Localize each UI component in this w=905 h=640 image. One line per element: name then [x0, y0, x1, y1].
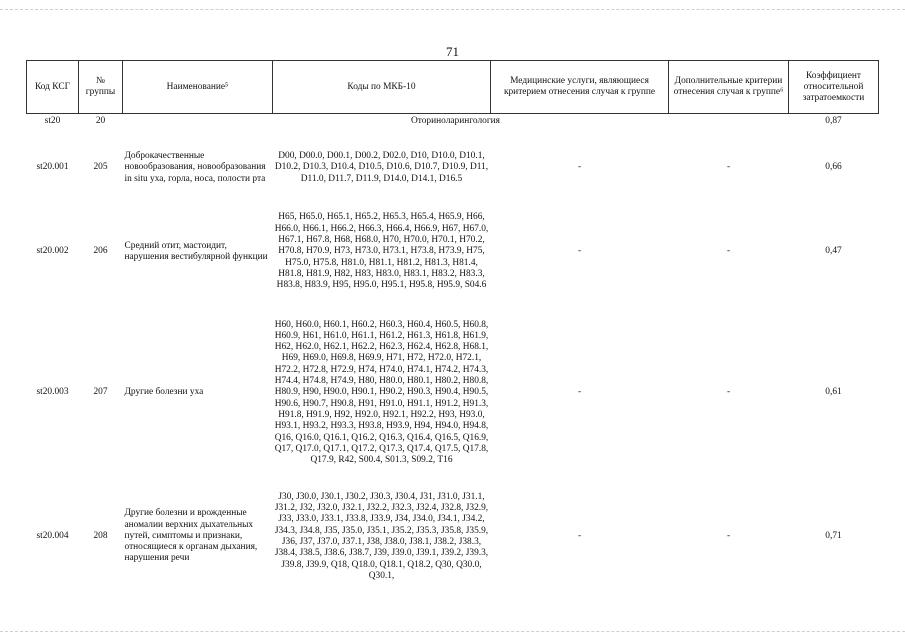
header-group: № группы	[79, 61, 123, 114]
header-services: Медицинские услуги, являющиеся критерием отнесения случая к группе	[491, 61, 669, 114]
table-row	[27, 489, 879, 584]
row-group: 205	[93, 162, 108, 173]
table-row	[27, 207, 879, 297]
row-additional: -	[726, 387, 731, 398]
row-mkb-codes: H65, H65.0, H65.1, H65.2, H65.3, H65.4, H65.9, H66, H66.0, H66.1, H66.2, H66.3, H66.4, H66.9, H67, H67.0, H67.1, H67.8, H68, H68.0, H70, H70.0, H70.1, H70.2, H70.8, H70.9, H73, H73.0, H73.1, H73.8, H73.9, H75, H75.0, H75.8, H81.0, H81.1, H81.2, H81.3, H81.4, H81.8, H81.9, H82, H83, H83.0, H83.1, H83.2, H83.3, H83.8, H83.9, H95, H95.0, H95.1, H95.8, H95.9, S04.6	[274, 212, 489, 291]
row-name: Средний отит, мастоидит, нарушения вестибулярной функции	[124, 240, 268, 262]
scan-bottom-line	[0, 631, 905, 632]
row-coef: 0,61	[825, 387, 842, 398]
row-code: st20.001	[36, 162, 69, 173]
row-services: -	[577, 162, 582, 173]
row-code: st20.003	[36, 387, 69, 398]
page-number: 71	[446, 44, 459, 59]
row-coef: 0,47	[825, 246, 842, 257]
profile-coef: 0,87	[825, 115, 842, 126]
profile-group: 20	[95, 115, 106, 126]
row-additional: -	[726, 530, 731, 541]
profile-title: Оториноларингология	[411, 115, 500, 126]
row-coef: 0,71	[825, 530, 842, 541]
row-services: -	[577, 530, 582, 541]
header-mkb: Коды по МКБ-10	[273, 61, 491, 114]
profile-code: st20	[44, 115, 61, 126]
row-coef: 0,66	[825, 162, 842, 173]
row-group: 207	[93, 387, 108, 398]
header-coef: Коэффициент относительной затратоемкости	[789, 61, 879, 114]
row-group: 208	[93, 530, 108, 541]
row-code: st20.002	[36, 246, 69, 257]
row-name: Доброкачественные новообразования, новообразования in situ уха, горла, носа, полости рта	[124, 151, 266, 184]
header-code: Код КСГ	[27, 61, 79, 114]
row-mkb-codes: H60, H60.0, H60.1, H60.2, H60.3, H60.4, H60.5, H60.8, H60.9, H61, H61.0, H61.1, H61.2, H61.3, H61.8, H61.9, H62, H62.0, H62.1, H62.2, H62.3, H62.4, H62.8, H68.1, H69, H69.0, H69.8, H69.9, H71, H72, H72.0, H72.1, H72.2, H72.8, H72.9, H74, H74.0, H74.1, H74.2, H74.3, H74.4, H74.8, H74.9, H80, H80.0, H80.1, H80.2, H80.8, H80.9, H90, H90.0, H90.1, H90.2, H90.3, H90.4, H90.5, H90.6, H90.7, H90.8, H91, H91.0, H91.1, H91.2, H91.3, H91.8, H91.9, H92, H92.0, H92.1, H92.2, H93, H93.0, H93.1, H93.2, H93.3, H93.8, H93.9, H94, H94.0, H94.8, Q16, Q16.0, Q16.1, Q16.2, Q16.3, Q16.4, Q16.5, Q16.9, Q17, Q17.0, Q17.1, Q17.2, Q17.3, Q17.4, Q17.5, Q17.8, Q17.9, R42, S00.4, S01.3, S09.2, T16	[274, 319, 489, 466]
profile-row	[27, 114, 879, 130]
row-name: Другие болезни и врожденные аномалии верхних дыхательных путей, симптомы и признаки, относящиеся к органам дыхания, нарушения речи	[124, 508, 258, 564]
header-name: Наименование⁵	[123, 61, 273, 114]
row-additional: -	[726, 246, 731, 257]
row-mkb-codes: J30, J30.0, J30.1, J30.2, J30.3, J30.4, J31, J31.0, J31.1, J31.2, J32, J32.0, J32.1, J32.2, J32.3, J32.4, J32.8, J32.9, J33, J33.0, J33.1, J33.8, J33.9, J34, J34.0, J34.1, J34.2, J34.3, J34.8, J35, J35.0, J35.1, J35.2, J35.3, J35.8, J35.9, J36, J37, J37.0, J37.1, J38, J38.0, J38.1, J38.2, J38.3, J38.4, J38.5, J38.6, J38.7, J39, J39.0, J39.1, J39.2, J39.3, J39.8, J39.9, Q18, Q18.0, Q18.1, Q18.2, Q30, Q30.0, Q30.1,	[274, 491, 489, 581]
header-additional: Дополнительные критерии отнесения случая к группе⁶	[669, 61, 789, 114]
row-additional: -	[726, 162, 731, 173]
scan-top-line	[0, 9, 905, 10]
table-row	[27, 129, 879, 207]
table-header-row	[27, 61, 879, 114]
table-row	[27, 297, 879, 489]
row-mkb-codes: D00, D00.0, D00.1, D00.2, D02.0, D10, D10.0, D10.1, D10.2, D10.3, D10.4, D10.5, D10.6, D10.7, D10.9, D11, D11.0, D11.7, D11.9, D14.0, D14.1, D16.5	[274, 151, 489, 184]
row-code: st20.004	[36, 530, 69, 541]
row-services: -	[577, 387, 582, 398]
ksg-table	[26, 60, 879, 584]
row-services: -	[577, 246, 582, 257]
row-group: 206	[93, 246, 108, 257]
row-name: Другие болезни уха	[124, 387, 204, 398]
